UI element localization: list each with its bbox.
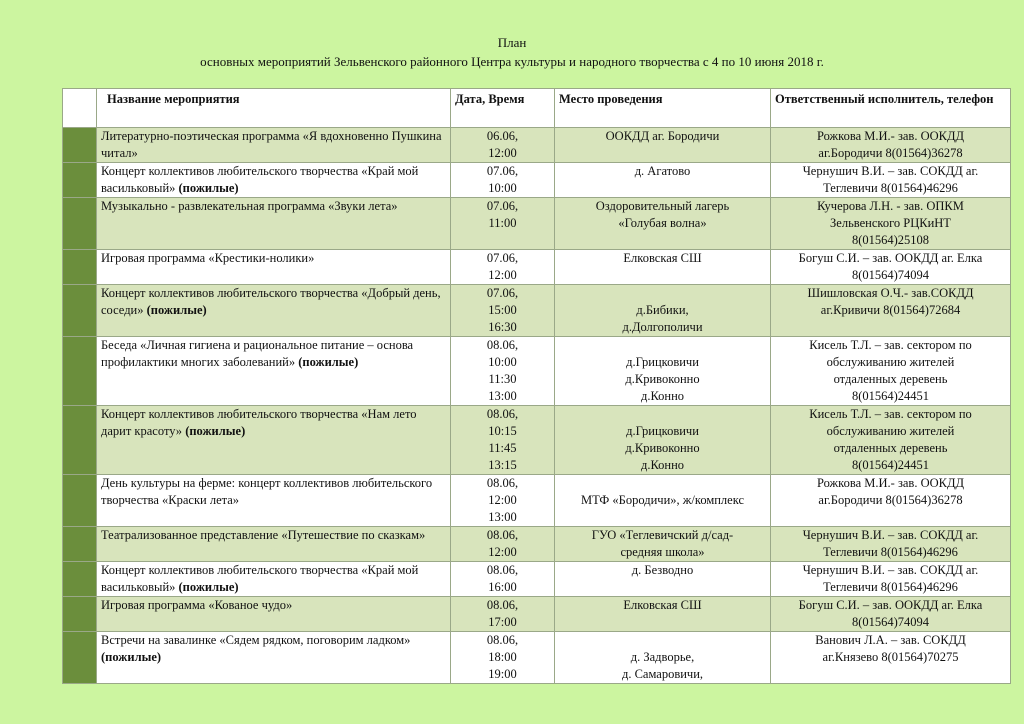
event-name-cell (97, 527, 451, 562)
event-name-cell (97, 562, 451, 597)
responsible-cell (771, 337, 1011, 406)
audience-tag: (пожилые) (185, 424, 246, 438)
responsible-line: Теглевичи 8(01564)46296 (823, 181, 958, 195)
place-cell (555, 527, 771, 562)
date-time-line: 08.06, (486, 598, 519, 612)
place-cell (555, 128, 771, 163)
responsible-line: аг.Кривичи 8(01564)72684 (820, 303, 961, 317)
audience-tag: (пожилые) (146, 303, 207, 317)
responsible-cell (771, 163, 1011, 198)
responsible-cell (771, 562, 1011, 597)
place-line: д. Задворье, (630, 650, 695, 664)
date-time-line: 12:00 (488, 268, 517, 282)
row-marker-cell (63, 285, 97, 337)
place-line: д.Кривоконно (625, 441, 700, 455)
date-time-cell (451, 632, 555, 684)
responsible-line: Богуш С.И. – зав. ООКДД аг. Елка (798, 598, 983, 612)
place-line: д.Грицковичи (626, 424, 699, 438)
date-time-line: 17:00 (488, 615, 517, 629)
date-time-line: 16:30 (488, 320, 517, 334)
date-time-line: 19:00 (488, 667, 517, 681)
place-line: д.Кривоконно (625, 372, 700, 386)
place-cell (555, 337, 771, 406)
table-row (63, 632, 1011, 684)
date-time-line: 12:00 (488, 146, 517, 160)
responsible-line: 8(01564)24451 (851, 458, 930, 472)
responsible-line: Чернушич В.И. – зав. СОКДД аг. (802, 164, 979, 178)
responsible-line: Кучерова Л.Н. - зав. ОПКМ (817, 199, 964, 213)
date-time-line: 15:00 (488, 303, 517, 317)
responsible-line: обслуживанию жителей (826, 424, 955, 438)
date-time-cell (451, 475, 555, 527)
date-time-line: 08.06, (486, 563, 519, 577)
responsible-line: 8(01564)24451 (851, 389, 930, 403)
event-name: Беседа «Личная гигиена и рациональное питание – основа профилактики многих заболеваний» (101, 338, 414, 369)
event-name-cell (97, 597, 451, 632)
date-time-line: 08.06, (486, 528, 519, 542)
event-name: Игровая программа «Крестики-нолики» (101, 251, 315, 265)
audience-tag: (пожилые) (178, 580, 239, 594)
place-spacer (559, 285, 766, 302)
responsible-line: аг.Бородичи 8(01564)36278 (818, 146, 963, 160)
responsible-cell (771, 285, 1011, 337)
date-time-line: 10:00 (488, 355, 517, 369)
row-marker-cell (63, 163, 97, 198)
place-spacer (559, 337, 766, 354)
place-cell (555, 406, 771, 475)
date-time-line: 18:00 (488, 650, 517, 664)
header-date: Дата, Время (451, 89, 555, 128)
table-row (63, 128, 1011, 163)
event-name: Концерт коллективов любительского творчества «Край мой васильковый» (101, 563, 419, 594)
responsible-line: Ванович Л.А. – зав. СОКДД (815, 633, 966, 647)
responsible-line: 8(01564)74094 (851, 615, 930, 629)
date-time-line: 07.06, (486, 199, 519, 213)
date-time-line: 13:15 (488, 458, 517, 472)
date-time-line: 07.06, (486, 286, 519, 300)
plan-subtitle: основных мероприятий Зельвенского районного Центра культуры и народного творчества с 4 по 10 июня 2018 г. (200, 54, 824, 69)
event-name: Концерт коллективов любительского творчества «Добрый день, соседи» (101, 286, 441, 317)
date-time-line: 10:15 (488, 424, 517, 438)
date-time-line: 08.06, (486, 476, 519, 490)
event-name: Литературно-поэтическая программа «Я вдохновенно Пушкина читал» (101, 129, 442, 160)
place-line: ООКДД аг. Бородичи (605, 129, 720, 143)
date-time-cell (451, 250, 555, 285)
date-time-cell (451, 527, 555, 562)
responsible-line: Рожкова М.И.- зав. ООКДД (816, 129, 965, 143)
responsible-line: Теглевичи 8(01564)46296 (823, 545, 958, 559)
date-time-line: 11:45 (488, 441, 517, 455)
responsible-line: Теглевичи 8(01564)46296 (823, 580, 958, 594)
place-line: д.Конно (640, 389, 685, 403)
event-name-cell (97, 198, 451, 250)
place-spacer (559, 632, 766, 649)
table-row (63, 597, 1011, 632)
responsible-cell (771, 128, 1011, 163)
date-time-line: 13:00 (488, 389, 517, 403)
row-marker-cell (63, 250, 97, 285)
row-marker-cell (63, 562, 97, 597)
place-cell (555, 475, 771, 527)
responsible-line: Богуш С.И. – зав. ООКДД аг. Елка (798, 251, 983, 265)
date-time-line: 08.06, (486, 633, 519, 647)
date-time-cell (451, 285, 555, 337)
responsible-cell (771, 198, 1011, 250)
date-time-line: 10:00 (488, 181, 517, 195)
row-marker-cell (63, 337, 97, 406)
event-name: День культуры на ферме: концерт коллективов любительского творчества «Краски лета» (101, 476, 433, 507)
table-row (63, 285, 1011, 337)
responsible-line: Шишловская О.Ч.- зав.СОКДД (807, 286, 974, 300)
place-cell (555, 198, 771, 250)
event-name-cell (97, 475, 451, 527)
row-marker-cell (63, 475, 97, 527)
responsible-line: Рожкова М.И.- зав. ООКДД (816, 476, 965, 490)
place-line: ГУО «Теглевичский д/сад- (591, 528, 734, 542)
event-name-cell (97, 337, 451, 406)
place-line: д. Самаровичи, (621, 667, 704, 681)
plan-title: План (497, 35, 527, 50)
row-marker-cell (63, 527, 97, 562)
date-time-cell (451, 163, 555, 198)
place-line: д.Долгополичи (622, 320, 703, 334)
responsible-line: аг.Бородичи 8(01564)36278 (818, 493, 963, 507)
table-header-row (63, 89, 1011, 128)
date-time-line: 07.06, (486, 251, 519, 265)
place-cell (555, 285, 771, 337)
place-spacer (559, 406, 766, 423)
event-name-cell (97, 250, 451, 285)
responsible-line: отдаленных деревень (833, 441, 948, 455)
table-row (63, 198, 1011, 250)
responsible-line: Чернушич В.И. – зав. СОКДД аг. (802, 528, 979, 542)
date-time-cell (451, 406, 555, 475)
date-time-cell (451, 128, 555, 163)
responsible-line: 8(01564)74094 (851, 268, 930, 282)
responsible-line: 8(01564)25108 (851, 233, 930, 247)
place-line: Елковская СШ (623, 598, 702, 612)
table-row (63, 527, 1011, 562)
responsible-line: Чернушич В.И. – зав. СОКДД аг. (802, 563, 979, 577)
date-time-line: 12:00 (488, 493, 517, 507)
date-time-cell (451, 198, 555, 250)
responsible-cell (771, 527, 1011, 562)
row-marker-cell (63, 198, 97, 250)
place-cell (555, 163, 771, 198)
responsible-line: Зельвенского РЦКиНТ (830, 216, 951, 230)
table-row (63, 475, 1011, 527)
place-line: д. Безводно (631, 563, 694, 577)
place-line: Елковская СШ (623, 251, 702, 265)
event-name-cell (97, 406, 451, 475)
responsible-line: аг.Князево 8(01564)70275 (822, 650, 959, 664)
date-time-cell (451, 337, 555, 406)
responsible-line: обслуживанию жителей (826, 355, 955, 369)
date-time-line: 11:30 (488, 372, 517, 386)
event-name-cell (97, 285, 451, 337)
event-name: Концерт коллективов любительского творчества «Нам лето дарит красоту» (101, 407, 417, 438)
row-marker-cell (63, 128, 97, 163)
place-line: д.Бибики, (636, 303, 689, 317)
place-cell (555, 597, 771, 632)
responsible-cell (771, 597, 1011, 632)
responsible-line: отдаленных деревень (833, 372, 948, 386)
responsible-cell (771, 250, 1011, 285)
audience-tag: (пожилые) (298, 355, 359, 369)
responsible-cell (771, 406, 1011, 475)
date-time-line: 07.06, (486, 164, 519, 178)
date-time-line: 13:00 (488, 510, 517, 524)
header-number-cell (63, 89, 97, 128)
place-line: МТФ «Бородичи», ж/комплекс (580, 493, 745, 507)
place-line: д. Агатово (634, 164, 691, 178)
place-line: средняя школа» (620, 545, 705, 559)
event-name: Концерт коллективов любительского творчества «Край мой васильковый» (101, 164, 419, 195)
date-time-line: 06.06, (486, 129, 519, 143)
table-row (63, 337, 1011, 406)
event-name: Музыкально - развлекательная программа «Звуки лета» (101, 199, 398, 213)
place-cell (555, 250, 771, 285)
place-spacer (559, 475, 766, 492)
place-line: «Голубая волна» (618, 216, 707, 230)
responsible-line: Кисель Т.Л. – зав. сектором по (809, 338, 972, 352)
row-marker-cell (63, 632, 97, 684)
row-marker-cell (63, 406, 97, 475)
event-name: Игровая программа «Кованое чудо» (101, 598, 293, 612)
table-row (63, 163, 1011, 198)
date-time-line: 08.06, (486, 407, 519, 421)
date-time-cell (451, 597, 555, 632)
event-name-cell (97, 163, 451, 198)
place-line: д.Конно (640, 458, 685, 472)
event-name: Театрализованное представление «Путешествие по сказкам» (101, 528, 426, 542)
place-line: д.Грицковичи (626, 355, 699, 369)
place-cell (555, 632, 771, 684)
events-table (62, 88, 1011, 684)
date-time-line: 08.06, (486, 338, 519, 352)
event-name-cell (97, 632, 451, 684)
table-body (63, 128, 1011, 684)
audience-tag: (пожилые) (178, 181, 239, 195)
date-time-cell (451, 562, 555, 597)
responsible-line: Кисель Т.Л. – зав. сектором по (809, 407, 972, 421)
header-place: Место проведения (555, 89, 771, 128)
date-time-line: 16:00 (488, 580, 517, 594)
date-time-line: 12:00 (488, 545, 517, 559)
table-row (63, 250, 1011, 285)
header-responsible: Ответственный исполнитель, телефон (771, 89, 1011, 128)
row-marker-cell (63, 597, 97, 632)
audience-tag: (пожилые) (101, 650, 162, 664)
event-name-cell (97, 128, 451, 163)
header-name: Название мероприятия (97, 89, 451, 128)
responsible-cell (771, 475, 1011, 527)
event-name: Встречи на завалинке «Сядем рядком, поговорим ладком» (101, 633, 411, 647)
place-cell (555, 562, 771, 597)
table-row (63, 406, 1011, 475)
date-time-line: 11:00 (488, 216, 517, 230)
table-row (63, 562, 1011, 597)
responsible-cell (771, 632, 1011, 684)
place-line: Оздоровительный лагерь (595, 199, 730, 213)
